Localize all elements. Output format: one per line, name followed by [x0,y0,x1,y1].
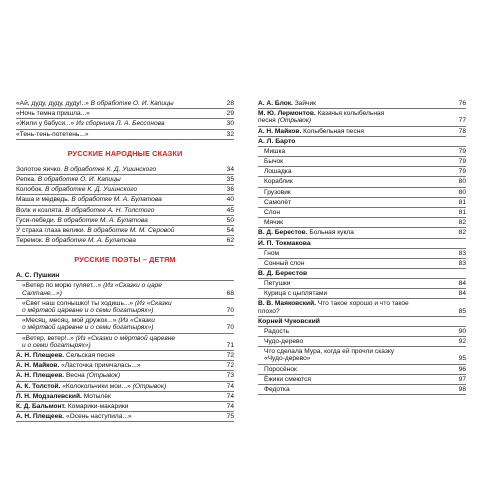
toc-entry: Ёжики смеются 97 [258,375,466,385]
table-of-contents [0,99,480,480]
toc-entry: Радость 90 [258,327,466,337]
toc-entry: М. Ю. Лермонтов. Казачья колыбельная песня (Отрывок) 77 [258,109,466,126]
toc-entry: «Тень-тень-потетень...» 32 [16,130,234,140]
toc-entry: Лошадка 79 [258,167,466,177]
toc-entry: Сонный слон 83 [258,259,466,269]
toc-entry: У страха глаза велики. В обработке М. М. Серовой 54 [16,226,234,236]
toc-entry: Петушки 84 [258,279,466,289]
toc-entry: Что сделала Мура, когда ей прочли сказку «Чудо-дерево» 95 [258,347,466,364]
toc-entry: Грузовик 80 [258,188,466,198]
author-heading: А. Л. Барто [258,137,466,147]
toc-right-column [258,99,466,395]
toc-entry: Бычок 79 [258,157,466,167]
toc-entry: Поросёнок 96 [258,365,466,375]
toc-entry: «Ветер по морю гуляет...» (Из «Сказки о царе Салтане...») 68 [16,281,234,298]
toc-entry: А. А. Блок. Зайчик 76 [258,99,466,109]
toc-entry: А. Н. Майков. «Ласточка примчалась...» 72 [16,361,234,371]
toc-entry: Кораблик 80 [258,177,466,187]
toc-entry: Волк и козлята. В обработке А. Н. Толстого 45 [16,206,234,216]
toc-entry: «Ветер, ветер!..» (Из «Сказки о мёртвой царевне и о семи богатырях») 71 [16,334,234,351]
toc-entry: Теремок. В обработке М. А. Булатова 62 [16,236,234,246]
toc-entry: Мячик 82 [258,218,466,228]
toc-entry: А. К. Толстой. «Колокольчики мои...» (Отрывок) 74 [16,382,234,392]
section-heading-russian-poets: РУССКИЕ ПОЭТЫ – ДЕТЯМ [74,255,176,265]
author-heading: В. Д. Берестов [258,269,466,279]
toc-entry: А. Н. Плещеев. «Осень наступила...» 75 [16,412,234,422]
author-heading: А. С. Пушкин [16,271,234,281]
toc-entry: Чудо-дерево 92 [258,337,466,347]
toc-entry: Гуси-лебеди. В обработке М. А. Булатова 50 [16,216,234,226]
toc-entry: Федотка 98 [258,385,466,395]
toc-entry: Маша и медведь. В обработке М. А. Булатова 40 [16,195,234,205]
toc-entry: В. В. Маяковский. Что такое хорошо и что такое плохо? 85 [258,299,466,316]
toc-entry: «Жили у бабуси...» Из сборника Л. А. Бессонова 30 [16,119,234,129]
author-heading: Корней Чуковский [258,317,466,327]
toc-entry: Самолёт 81 [258,198,466,208]
toc-entry: «Свет наш солнышко! ты ходишь...» (Из «Сказки о мёртвой царевне и о семи богатырях») 70 [16,299,234,316]
author-heading: И. П. Токмакова [258,239,466,249]
toc-left-column [16,99,234,422]
toc-entry: «Ночь темна пришла...» 29 [16,109,234,119]
toc-entry: Курица с цыплятами 84 [258,289,466,299]
toc-entry: А. Н. Майков. Колыбельная песня 78 [258,127,466,137]
toc-entry: Слон 81 [258,208,466,218]
toc-entry: Гном 83 [258,249,466,259]
toc-entry: Золотое яичко. В обработке К. Д. Ушинского 34 [16,165,234,175]
toc-entry: «Месяц, месяц, мой дружок...» (Из «Сказки о мёртвой царевне и о семи богатырях») 70 [16,316,234,333]
toc-entry: Мишка 79 [258,147,466,157]
toc-entry: А. Н. Плещеев. Сельская песня 72 [16,351,234,361]
toc-entry: Л. Н. Модзалевский. Мотылёк 74 [16,392,234,402]
section-heading-folk-tales: РУССКИЕ НАРОДНЫЕ СКАЗКИ [67,148,183,158]
toc-entry: Репка. В обработке О. И. Капицы 35 [16,175,234,185]
toc-entry: А. Н. Плещеев. Весна (Отрывок) 73 [16,371,234,381]
toc-entry: В. Д. Берестов. Больная кукла 82 [258,228,466,238]
toc-entry: К. Д. Бальмонт. Комарики-макарики 74 [16,402,234,412]
toc-entry: «Ай, дуду, дуду, дуду!..» В обработке О. И. Капицы 28 [16,99,234,109]
toc-entry: Колобок. В обработке К. Д. Ушинского 36 [16,185,234,195]
